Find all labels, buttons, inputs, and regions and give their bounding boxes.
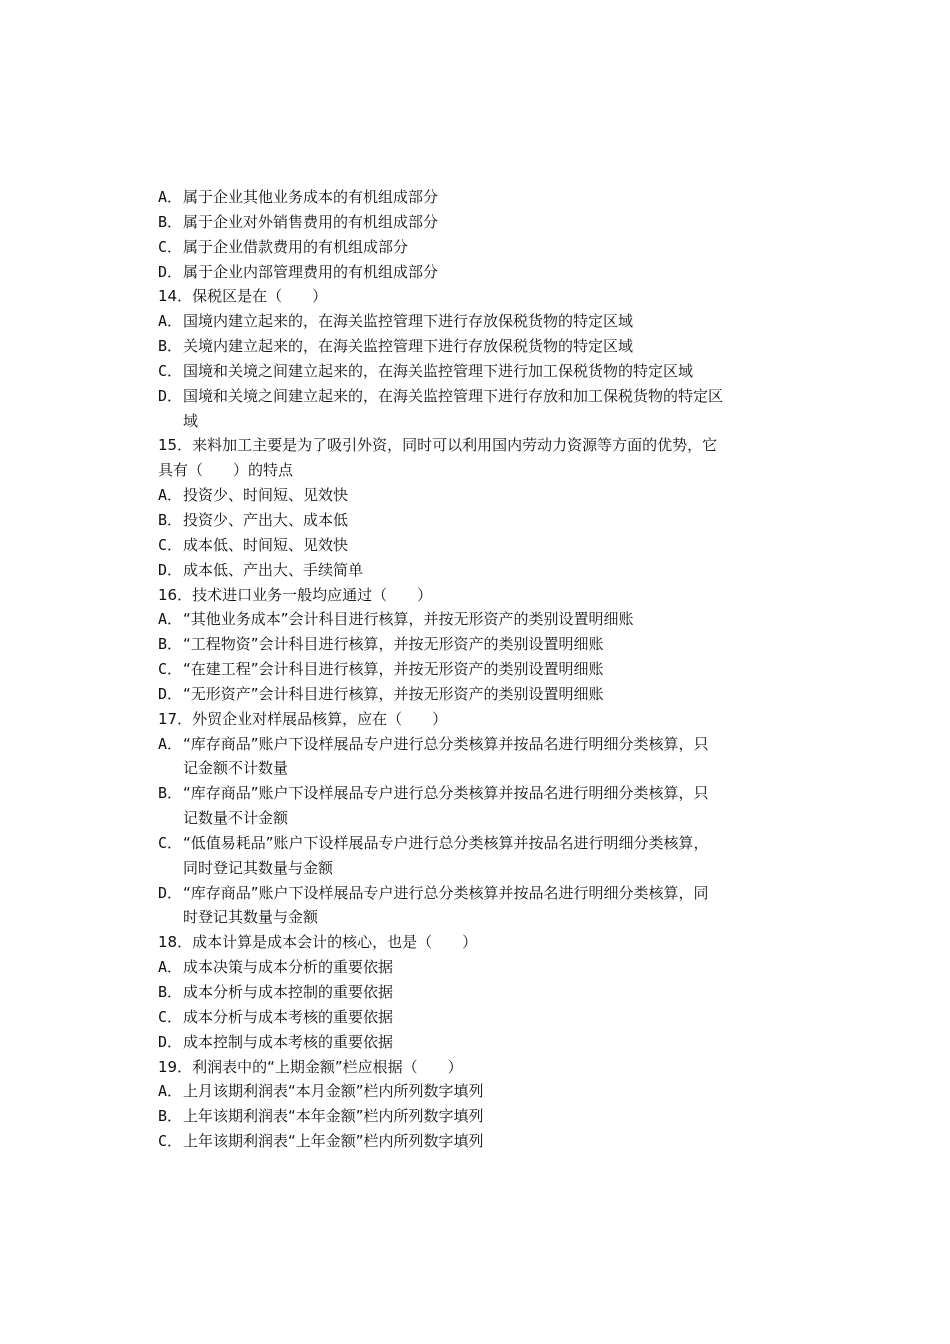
option-text: “低值易耗品”账户下设样展品专户进行总分类核算并按品名进行明细分类核算，: [183, 833, 709, 852]
option-text: “在建工程”会计科目进行核算，并按无形资产的类别设置明细账: [183, 660, 604, 679]
option-label: C．: [158, 237, 183, 256]
document-page: [158, 185, 798, 1154]
option-text: 投资少、时间短、见效快: [183, 486, 349, 505]
option-text: 国境和关境之间建立起来的，在海关监控管理下进行加工保税货物的特定区域: [183, 361, 694, 380]
option-text: 国境和关境之间建立起来的，在海关监控管理下进行存放和加工保税货物的特定区: [183, 386, 724, 405]
option-label: A．: [158, 1082, 183, 1101]
option-line: [158, 533, 798, 558]
option-line: [158, 781, 798, 806]
option-text: 成本低、产出大、手续简单: [183, 560, 364, 579]
option-line: [158, 955, 798, 980]
option-text: “无形资产”会计科目进行核算，并按无形资产的类别设置明细账: [183, 684, 604, 703]
option-text: 上年该期利润表“本年金额”栏内所列数字填列: [183, 1107, 484, 1126]
option-label: B．: [158, 510, 183, 529]
option-text: “库存商品”账户下设样展品专户进行总分类核算并按品名进行明细分类核算，同: [183, 883, 709, 902]
option-label: D．: [158, 1032, 183, 1051]
option-text: “其他业务成本”会计科目进行核算，并按无形资产的类别设置明细账: [183, 610, 634, 629]
option-text: 国境内建立起来的，在海关监控管理下进行存放保税货物的特定区域: [183, 312, 634, 331]
option-line: [158, 1030, 798, 1055]
option-label: D．: [158, 386, 183, 405]
option-label: A．: [158, 312, 183, 331]
option-label: A．: [158, 610, 183, 629]
option-line: [158, 508, 798, 533]
option-label: B．: [158, 784, 183, 803]
question-line: 18．成本计算是成本会计的核心，也是（ ）: [158, 933, 478, 952]
option-text: “工程物资”会计科目进行核算，并按无形资产的类别设置明细账: [183, 635, 604, 654]
option-label: C．: [158, 361, 183, 380]
option-line: [158, 682, 798, 707]
option-continuation-line: [158, 856, 798, 881]
option-text: 属于企业借款费用的有机组成部分: [183, 237, 409, 256]
option-label: C．: [158, 660, 183, 679]
option-text: 投资少、产出大、成本低: [183, 510, 349, 529]
option-line: [158, 732, 798, 757]
option-label: C．: [158, 535, 183, 554]
option-line: [158, 185, 798, 210]
option-label: D．: [158, 262, 183, 281]
option-continuation-line: [158, 905, 798, 930]
option-line: [158, 384, 798, 409]
option-line: [158, 980, 798, 1005]
option-text: 成本控制与成本考核的重要依据: [183, 1032, 394, 1051]
option-text: 成本分析与成本考核的重要依据: [183, 1007, 394, 1026]
option-line: [158, 210, 798, 235]
question-line: 17．外贸企业对样展品核算，应在（ ）: [158, 709, 448, 728]
option-label: A．: [158, 188, 183, 206]
option-line: [158, 881, 798, 906]
option-line: [158, 235, 798, 260]
option-text: 同时登记其数量与金额: [183, 858, 334, 877]
question-line: 具有（ ）的特点: [158, 461, 294, 480]
option-text: 时登记其数量与金额: [183, 908, 319, 927]
option-label: A．: [158, 958, 183, 977]
option-line: [158, 1104, 798, 1129]
option-text: 成本决策与成本分析的重要依据: [183, 958, 394, 977]
option-label: B．: [158, 1107, 183, 1126]
question-line: 15．来料加工主要是为了吸引外资，同时可以利用国内劳动力资源等方面的优势，它: [158, 436, 718, 455]
option-text: 记金额不计数量: [183, 759, 289, 778]
option-text: 成本分析与成本控制的重要依据: [183, 983, 394, 1001]
option-label: B．: [158, 983, 183, 1001]
option-continuation-line: [158, 806, 798, 831]
option-continuation-line: [158, 409, 798, 434]
option-continuation-line: [158, 756, 798, 781]
option-label: D．: [158, 883, 183, 902]
option-label: C．: [158, 833, 183, 852]
option-line: [158, 334, 798, 359]
option-text: 记数量不计金额: [183, 809, 289, 828]
option-label: B．: [158, 337, 183, 356]
option-text: “库存商品”账户下设样展品专户进行总分类核算并按品名进行明细分类核算，只: [183, 784, 709, 803]
option-text: 上月该期利润表“本月金额”栏内所列数字填列: [183, 1082, 484, 1101]
option-line: [158, 558, 798, 583]
option-label: B．: [158, 635, 183, 654]
option-line: [158, 359, 798, 384]
option-label: C．: [158, 1007, 183, 1026]
option-line: [158, 657, 798, 682]
option-line: [158, 309, 798, 334]
option-text: 域: [183, 411, 199, 430]
option-line: [158, 831, 798, 856]
option-line: [158, 483, 798, 508]
option-line: [158, 632, 798, 657]
option-label: B．: [158, 212, 183, 231]
option-line: [158, 1079, 798, 1104]
option-text: “库存商品”账户下设样展品专户进行总分类核算并按品名进行明细分类核算，只: [183, 734, 709, 753]
option-text: 上年该期利润表“上年金额”栏内所列数字填列: [183, 1132, 484, 1151]
option-text: 关境内建立起来的，在海关监控管理下进行存放保税货物的特定区域: [183, 337, 634, 356]
option-text: 属于企业内部管理费用的有机组成部分: [183, 262, 439, 281]
option-line: [158, 260, 798, 285]
option-label: A．: [158, 734, 183, 753]
question-line: 14．保税区是在（ ）: [158, 287, 328, 306]
option-label: D．: [158, 684, 183, 703]
option-line: [158, 607, 798, 632]
question-line: 16．技术进口业务一般均应通过（ ）: [158, 585, 433, 604]
option-label: D．: [158, 560, 183, 579]
option-text: 属于企业对外销售费用的有机组成部分: [183, 212, 439, 231]
option-label: A．: [158, 486, 183, 505]
option-line: [158, 1129, 798, 1154]
question-line: 19．利润表中的“上期金额”栏应根据（ ）: [158, 1057, 463, 1076]
option-line: [158, 1005, 798, 1030]
option-text: 成本低、时间短、见效快: [183, 535, 349, 554]
option-label: C．: [158, 1132, 183, 1151]
option-text: 属于企业其他业务成本的有机组成部分: [183, 188, 439, 206]
